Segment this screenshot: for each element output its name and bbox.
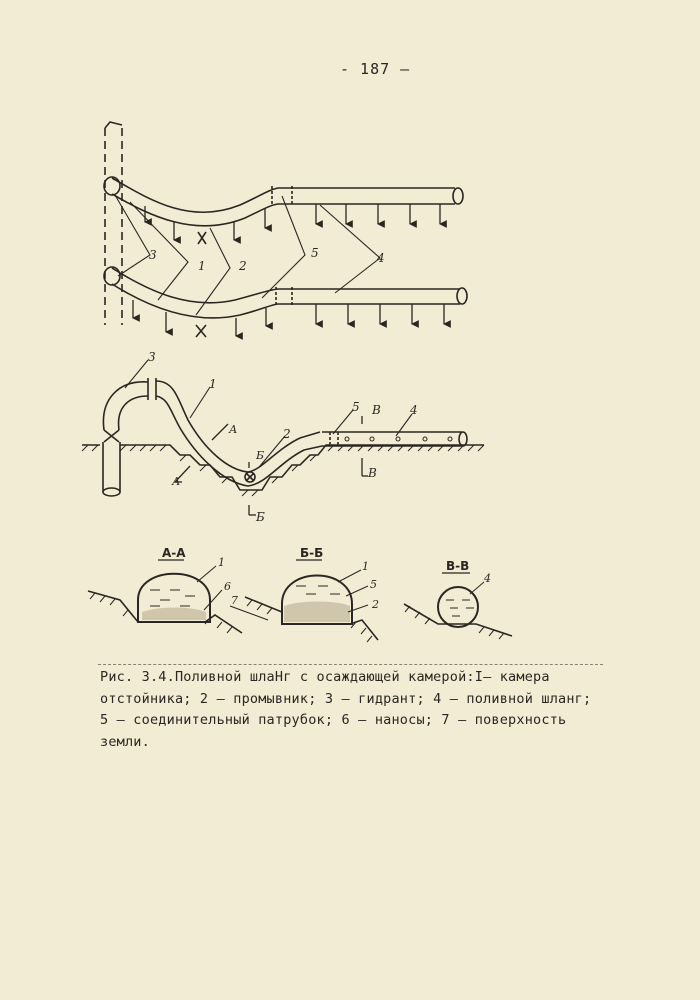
section-b-lower: Б <box>256 510 265 524</box>
trench-hose <box>156 381 322 486</box>
section-b-b-label-7: 7 <box>231 594 238 607</box>
upper-hose <box>104 177 463 244</box>
section-a-upper: А <box>229 423 238 436</box>
supply-pipe <box>105 128 122 325</box>
section-b-upper: Б <box>256 449 265 462</box>
field-hose <box>322 432 467 446</box>
profile-label-4: 4 <box>410 403 418 417</box>
caption-line: земли. <box>100 733 150 750</box>
section-v-lower: В <box>368 466 377 480</box>
ground-line <box>82 445 484 496</box>
caption-line: 5 – соединительный патрубок; 6 – наносы; 7 – поверхность <box>100 712 567 728</box>
hydrant <box>103 378 156 496</box>
profile-label-3: 3 <box>148 350 156 364</box>
page-number: - 187 — <box>340 60 411 78</box>
section-b-b-label-5: 5 <box>370 578 377 591</box>
section-b-b-label-2: 2 <box>372 598 379 611</box>
section-v-v-title: В-В <box>446 559 470 573</box>
plan-label-2: 2 <box>239 259 247 273</box>
section-a-a <box>88 566 242 633</box>
section-a-a-label-1: 1 <box>218 556 225 569</box>
profile-label-2: 2 <box>283 427 291 441</box>
section-v-upper: В <box>372 403 381 417</box>
section-a-a-label-6: 6 <box>224 580 231 593</box>
plan-label-1: 1 <box>198 259 206 273</box>
lower-hose <box>104 267 467 337</box>
profile-label-1: 1 <box>209 377 217 391</box>
caption-line: отстойника; 2 – промывник; 3 – гидрант; 4 – поливной шланг; <box>100 690 592 707</box>
caption-line: Рис. 3.4.Поливной шлаНг с осаждающей камерой:I– камера <box>100 669 550 685</box>
plan-label-5: 5 <box>311 246 319 260</box>
section-v-v <box>404 582 512 639</box>
plan-label-4: 4 <box>377 251 385 265</box>
plan-labels <box>149 246 385 273</box>
section-b-b-title: Б-Б <box>300 546 324 560</box>
profile-label-5: 5 <box>352 400 360 414</box>
section-a-a-title: А-А <box>162 546 186 560</box>
plan-label-3: 3 <box>149 248 157 262</box>
section-a-lower: А <box>172 475 181 488</box>
section-v-v-label-4: 4 <box>484 572 491 585</box>
caption-rule <box>98 664 603 665</box>
plan-view <box>104 122 467 337</box>
profile-labels <box>148 350 418 524</box>
figure-caption <box>100 667 620 753</box>
lower-arrows <box>133 300 444 336</box>
section-b-b <box>230 570 378 642</box>
section-b-b-label-1: 1 <box>362 560 369 573</box>
